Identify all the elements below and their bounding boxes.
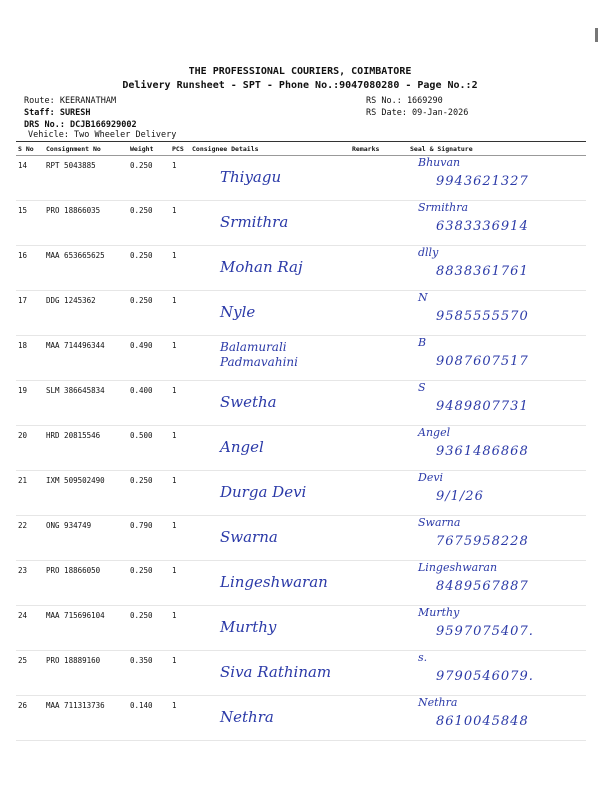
row-consignee-cell bbox=[190, 291, 350, 336]
table-row bbox=[16, 156, 586, 201]
handwritten-signature: S bbox=[418, 381, 426, 394]
row-seal-signature bbox=[408, 426, 586, 471]
col-consignment: Consignment No bbox=[44, 142, 128, 156]
row-remarks bbox=[350, 381, 408, 426]
row-seal-signature bbox=[408, 156, 586, 201]
runsheet-table bbox=[16, 141, 586, 741]
row-weight: 0.250 bbox=[128, 156, 170, 201]
row-weight: 0.140 bbox=[128, 696, 170, 741]
handwritten-phone: 9087607517 bbox=[436, 354, 529, 369]
consignee-handwritten-name: Srmithra bbox=[220, 213, 289, 231]
row-seal-signature bbox=[408, 291, 586, 336]
staff-label: Staff: SURESH bbox=[24, 108, 91, 118]
row-weight: 0.350 bbox=[128, 651, 170, 696]
row-pcs: 1 bbox=[170, 651, 190, 696]
row-remarks bbox=[350, 336, 408, 381]
row-pcs: 1 bbox=[170, 156, 190, 201]
row-pcs: 1 bbox=[170, 381, 190, 426]
row-pcs: 1 bbox=[170, 471, 190, 516]
row-pcs: 1 bbox=[170, 336, 190, 381]
handwritten-signature: Swarna bbox=[418, 516, 461, 529]
row-pcs: 1 bbox=[170, 606, 190, 651]
row-consignee-cell bbox=[190, 426, 350, 471]
row-sno: 15 bbox=[16, 201, 44, 246]
row-consignee-cell bbox=[190, 246, 350, 291]
row-consignment-no: PRO 18866035 bbox=[44, 201, 128, 246]
table-row bbox=[16, 516, 586, 561]
consignee-handwritten-name: Balamurali Padmavahini bbox=[220, 340, 298, 369]
row-seal-signature bbox=[408, 471, 586, 516]
handwritten-signature: N bbox=[418, 291, 428, 304]
col-pcs: PCS bbox=[170, 142, 190, 156]
row-sno: 23 bbox=[16, 561, 44, 606]
handwritten-signature: Devi bbox=[418, 471, 444, 484]
consignee-handwritten-name: Angel bbox=[220, 438, 264, 456]
handwritten-signature: Murthy bbox=[418, 606, 460, 619]
row-weight: 0.400 bbox=[128, 381, 170, 426]
row-pcs: 1 bbox=[170, 246, 190, 291]
table-row bbox=[16, 561, 586, 606]
row-remarks bbox=[350, 471, 408, 516]
row-seal-signature bbox=[408, 201, 586, 246]
row-consignment-no: PRO 18866050 bbox=[44, 561, 128, 606]
row-pcs: 1 bbox=[170, 426, 190, 471]
row-consignee-cell bbox=[190, 651, 350, 696]
consignee-handwritten-name: Nyle bbox=[220, 303, 256, 321]
row-consignee-cell bbox=[190, 516, 350, 561]
consignee-handwritten-name: Mohan Raj bbox=[220, 258, 303, 276]
consignee-handwritten-name: Thiyagu bbox=[220, 168, 282, 186]
row-remarks bbox=[350, 516, 408, 561]
row-weight: 0.250 bbox=[128, 471, 170, 516]
handwritten-signature: Bhuvan bbox=[418, 156, 461, 169]
handwritten-phone: 9361486868 bbox=[436, 444, 529, 459]
table-row bbox=[16, 471, 586, 516]
handwritten-signature: dlly bbox=[418, 246, 439, 259]
col-remarks: Remarks bbox=[350, 142, 408, 156]
row-remarks bbox=[350, 651, 408, 696]
row-pcs: 1 bbox=[170, 201, 190, 246]
row-consignment-no: ONG 934749 bbox=[44, 516, 128, 561]
row-sno: 21 bbox=[16, 471, 44, 516]
row-sno: 25 bbox=[16, 651, 44, 696]
handwritten-signature: Angel bbox=[418, 426, 451, 439]
table-row bbox=[16, 381, 586, 426]
table-row bbox=[16, 201, 586, 246]
table-row bbox=[16, 246, 586, 291]
rs-number: RS No.: 1669290 bbox=[366, 96, 443, 106]
col-weight: Weight bbox=[128, 142, 170, 156]
col-sno: S No bbox=[16, 142, 44, 156]
row-consignee-cell bbox=[190, 381, 350, 426]
row-consignee-cell bbox=[190, 156, 350, 201]
row-remarks bbox=[350, 606, 408, 651]
row-pcs: 1 bbox=[170, 696, 190, 741]
row-sno: 26 bbox=[16, 696, 44, 741]
handwritten-phone: 9585555570 bbox=[436, 309, 529, 324]
handwritten-signature: B bbox=[418, 336, 427, 349]
row-sno: 24 bbox=[16, 606, 44, 651]
row-sno: 14 bbox=[16, 156, 44, 201]
table-row bbox=[16, 336, 586, 381]
row-remarks bbox=[350, 696, 408, 741]
row-remarks bbox=[350, 291, 408, 336]
handwritten-phone: 8489567887 bbox=[436, 579, 529, 594]
table-row bbox=[16, 651, 586, 696]
row-pcs: 1 bbox=[170, 561, 190, 606]
table-body bbox=[16, 156, 586, 741]
row-weight: 0.250 bbox=[128, 561, 170, 606]
row-remarks bbox=[350, 426, 408, 471]
handwritten-phone: 9489807731 bbox=[436, 399, 529, 414]
handwritten-signature: Lingeshwaran bbox=[418, 561, 498, 574]
row-pcs: 1 bbox=[170, 291, 190, 336]
col-consignee: Consignee Details bbox=[190, 142, 350, 156]
col-seal: Seal & Signature bbox=[408, 142, 586, 156]
row-weight: 0.790 bbox=[128, 516, 170, 561]
row-sno: 20 bbox=[16, 426, 44, 471]
consignee-handwritten-name: Swarna bbox=[220, 528, 278, 546]
table-header-row bbox=[16, 142, 586, 156]
drs-number: DRS No.: DCJB166929002 bbox=[24, 120, 137, 130]
row-consignee-cell bbox=[190, 606, 350, 651]
row-sno: 18 bbox=[16, 336, 44, 381]
consignee-handwritten-name: Siva Rathinam bbox=[220, 663, 332, 681]
row-consignee-cell bbox=[190, 561, 350, 606]
handwritten-phone: 8610045848 bbox=[436, 714, 529, 729]
row-consignment-no: IXM 509502490 bbox=[44, 471, 128, 516]
handwritten-signature: s. bbox=[418, 651, 428, 664]
row-consignee-cell bbox=[190, 201, 350, 246]
runsheet-subtitle: Delivery Runsheet - SPT - Phone No.:9047080280 - Page No.:2 bbox=[122, 80, 478, 91]
page-edge-mark bbox=[595, 28, 598, 42]
row-seal-signature bbox=[408, 606, 586, 651]
row-sno: 22 bbox=[16, 516, 44, 561]
table-row bbox=[16, 426, 586, 471]
row-remarks bbox=[350, 561, 408, 606]
row-consignment-no: MAA 711313736 bbox=[44, 696, 128, 741]
row-weight: 0.500 bbox=[128, 426, 170, 471]
row-weight: 0.250 bbox=[128, 606, 170, 651]
table-row bbox=[16, 696, 586, 741]
row-consignment-no: SLM 386645834 bbox=[44, 381, 128, 426]
handwritten-phone: 6383336914 bbox=[436, 219, 529, 234]
row-consignment-no: MAA 715696104 bbox=[44, 606, 128, 651]
consignee-handwritten-name: Murthy bbox=[220, 618, 277, 636]
company-title: THE PROFESSIONAL COURIERS, COIMBATORE bbox=[188, 66, 412, 77]
row-weight: 0.490 bbox=[128, 336, 170, 381]
row-consignee-cell bbox=[190, 471, 350, 516]
table-row bbox=[16, 291, 586, 336]
handwritten-signature: Nethra bbox=[418, 696, 458, 709]
row-consignment-no: MAA 653665625 bbox=[44, 246, 128, 291]
handwritten-phone: 7675958228 bbox=[436, 534, 529, 549]
row-weight: 0.250 bbox=[128, 201, 170, 246]
handwritten-phone: 9597075407. bbox=[436, 624, 534, 639]
row-seal-signature bbox=[408, 561, 586, 606]
row-sno: 17 bbox=[16, 291, 44, 336]
route-label: Route: KEERANATHAM bbox=[24, 96, 117, 106]
row-sno: 16 bbox=[16, 246, 44, 291]
row-seal-signature bbox=[408, 246, 586, 291]
row-consignment-no: MAA 714496344 bbox=[44, 336, 128, 381]
rs-date: RS Date: 09-Jan-2026 bbox=[366, 108, 469, 118]
row-remarks bbox=[350, 156, 408, 201]
row-consignment-no: DDG 1245362 bbox=[44, 291, 128, 336]
runsheet-table-wrap bbox=[16, 141, 586, 741]
row-remarks bbox=[350, 246, 408, 291]
row-seal-signature bbox=[408, 651, 586, 696]
vehicle-label: Vehicle: Two Wheeler Delivery bbox=[28, 130, 177, 140]
row-seal-signature bbox=[408, 696, 586, 741]
handwritten-phone: 8838361761 bbox=[436, 264, 529, 279]
table-row bbox=[16, 606, 586, 651]
row-sno: 19 bbox=[16, 381, 44, 426]
consignee-handwritten-name: Durga Devi bbox=[220, 483, 307, 501]
handwritten-phone: 9943621327 bbox=[436, 174, 529, 189]
row-seal-signature bbox=[408, 381, 586, 426]
consignee-handwritten-name: Nethra bbox=[220, 708, 274, 726]
row-remarks bbox=[350, 201, 408, 246]
handwritten-signature: Srmithra bbox=[418, 201, 469, 214]
consignee-handwritten-name: Lingeshwaran bbox=[220, 573, 328, 591]
row-weight: 0.250 bbox=[128, 291, 170, 336]
handwritten-phone: 9790546079. bbox=[436, 669, 534, 684]
row-weight: 0.250 bbox=[128, 246, 170, 291]
row-consignment-no: PRO 18889160 bbox=[44, 651, 128, 696]
row-pcs: 1 bbox=[170, 516, 190, 561]
row-consignee-cell bbox=[190, 336, 350, 381]
row-consignee-cell bbox=[190, 696, 350, 741]
row-seal-signature bbox=[408, 516, 586, 561]
consignee-handwritten-name: Swetha bbox=[220, 393, 277, 411]
row-consignment-no: HRD 20815546 bbox=[44, 426, 128, 471]
row-consignment-no: RPT 5043885 bbox=[44, 156, 128, 201]
handwritten-phone: 9/1/26 bbox=[436, 489, 484, 504]
row-seal-signature bbox=[408, 336, 586, 381]
